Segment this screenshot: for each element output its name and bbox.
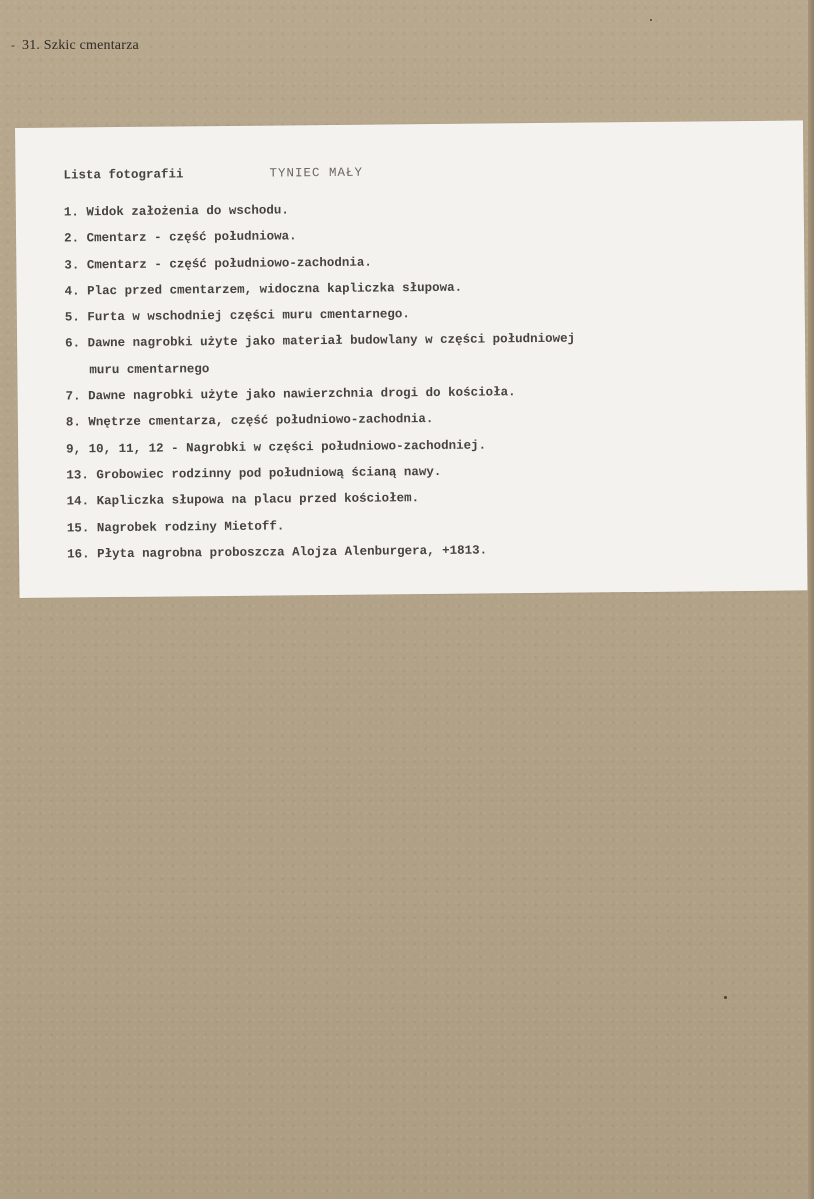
list-item: 4. Plac przed cmentarzem, widoczna kapliczka słupowa. <box>64 280 463 299</box>
list-item: 9, 10, 11, 12 - Nagrobki w części południowo-zachodniej. <box>66 438 487 457</box>
list-item: 3. Cmentarz - część południowo-zachodnia. <box>64 255 372 273</box>
photo-list-slip <box>15 120 807 598</box>
list-item: 2. Cmentarz - część południowa. <box>63 229 297 246</box>
header-caption: 31. Szkic cmentarza <box>22 38 139 53</box>
header-dash: - <box>11 38 16 52</box>
list-item: 16. Płyta nagrobna proboszcza Alojza Alenburgera, +1813. <box>67 543 488 562</box>
list-item: 15. Nagrobek rodziny Mietoff. <box>66 518 285 536</box>
page-edge-shadow <box>808 0 814 1199</box>
list-item: 14. Kapliczka słupowa na placu przed kościołem. <box>66 491 420 509</box>
list-item: 6. Dawne nagrobki użyte jako materiał budowlany w części południowej <box>65 332 576 352</box>
slip-label: Lista fotografii <box>63 167 184 183</box>
slip-title: TYNIEC MAŁY <box>269 165 364 181</box>
paper-speck <box>724 996 727 999</box>
page-header <box>11 38 139 54</box>
paper-speck <box>650 19 652 21</box>
list-item: 1. Widok założenia do wschodu. <box>63 203 289 220</box>
list-item-continuation: muru cmentarnego <box>89 361 210 378</box>
list-item: 13. Grobowiec rodzinny pod południową ścianą nawy. <box>66 464 442 483</box>
slip-heading <box>63 165 364 183</box>
photo-list <box>64 197 798 572</box>
list-item: 5. Furta w wschodniej części muru cmentarnego. <box>64 307 410 325</box>
list-item: 8. Wnętrze cmentarza, część południowo-zachodnia. <box>65 412 434 430</box>
list-item: 7. Dawne nagrobki użyte jako nawierzchnia drogi do kościoła. <box>65 385 516 404</box>
